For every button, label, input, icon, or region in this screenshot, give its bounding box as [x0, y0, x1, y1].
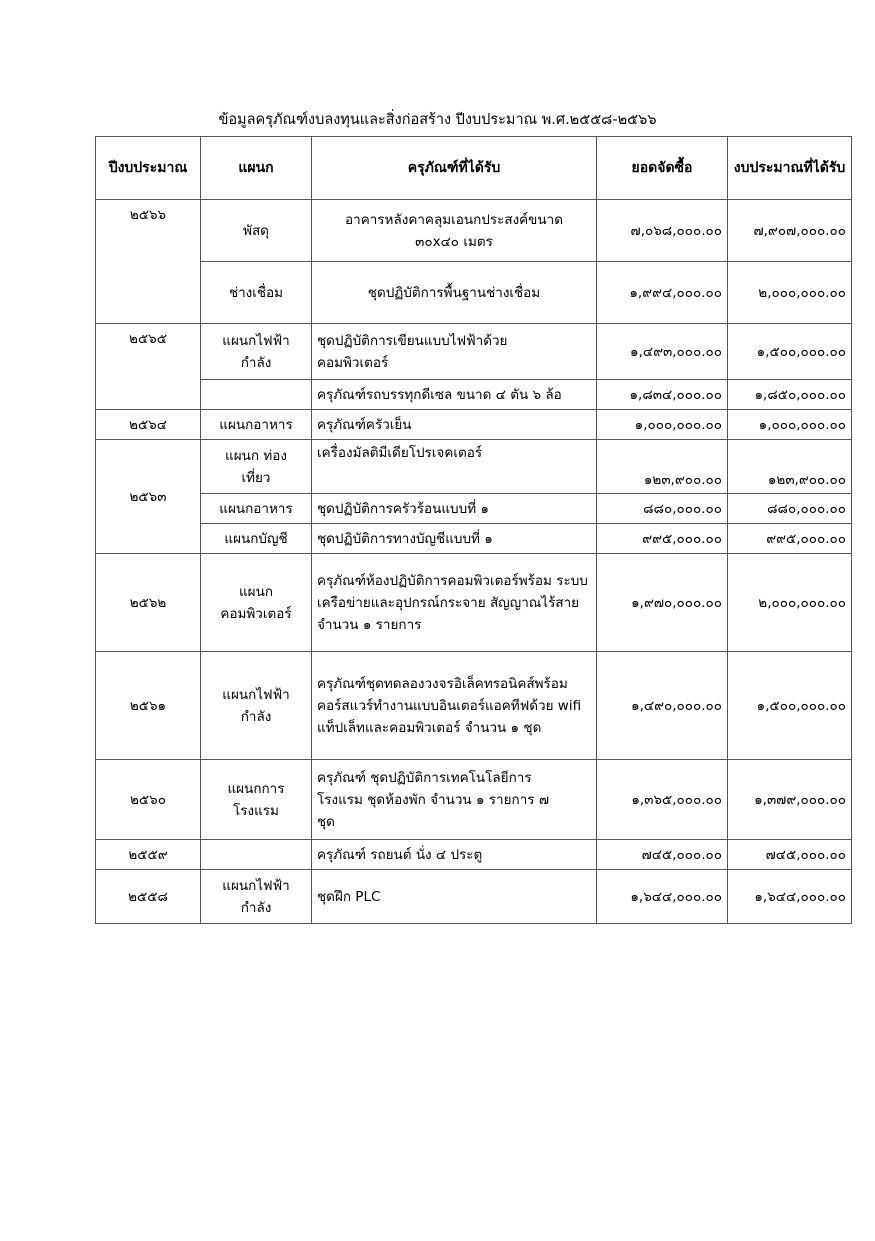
item-cell: ครุภัณฑ์ครัวเย็น [312, 410, 597, 440]
department-cell: พัสดุ [201, 200, 312, 262]
purchase-cell: ๑,๖๔๔,๐๐๐.๐๐ [597, 870, 728, 924]
year-cell: ๒๕๖๕ [96, 324, 201, 410]
item-cell: ครุภัณฑ์ห้องปฏิบัติการคอมพิวเตอร์พร้อม ระบบเครือข่ายและอุปกรณ์กระจาย สัญญาณไร้สาย จำนวน ๑ รายการ [312, 554, 597, 652]
department-cell: แผนก ท่องเที่ยว [201, 440, 312, 494]
table-row [96, 494, 852, 524]
table-row [96, 840, 852, 870]
budget-cell: ๗๔๕,๐๐๐.๐๐ [728, 840, 852, 870]
year-cell: ๒๕๖๒ [96, 554, 201, 652]
department-cell: แผนกอาหาร [201, 410, 312, 440]
budget-cell: ๒,๐๐๐,๐๐๐.๐๐ [728, 262, 852, 324]
header-row [96, 137, 852, 200]
table-row [96, 870, 852, 924]
year-cell: ๒๕๖๓ [96, 440, 201, 554]
item-cell: ชุดปฏิบัติการครัวร้อนแบบที่ ๑ [312, 494, 597, 524]
table-row [96, 262, 852, 324]
item-cell: ครุภัณฑ์ ชุดปฏิบัติการเทคโนโลยีการ โรงแรม ชุดห้องพัก จำนวน ๑ รายการ ๗ ชุด [312, 760, 597, 840]
item-cell: อาคารหลังคาคลุมเอนกประสงค์ขนาด ๓๐x๔๐ เมตร [312, 200, 597, 262]
budget-cell: ๑,๕๐๐,๐๐๐.๐๐ [728, 324, 852, 380]
item-cell: ชุดปฏิบัติการเขียนแบบไฟฟ้าด้วย คอมพิวเตอร์ [312, 324, 597, 380]
item-cell: เครื่องมัลติมีเดียโปรเจคเตอร์ [312, 440, 597, 494]
table-row [96, 652, 852, 760]
item-cell: ครุภัณฑ์ รถยนต์ นั่ง ๔ ประตู [312, 840, 597, 870]
purchase-cell: ๙๙๕,๐๐๐.๐๐ [597, 524, 728, 554]
budget-cell: ๑,๐๐๐,๐๐๐.๐๐ [728, 410, 852, 440]
budget-cell: ๒,๐๐๐,๐๐๐.๐๐ [728, 554, 852, 652]
header-purchase: ยอดจัดซื้อ [597, 137, 728, 200]
item-cell: ชุดฝึก PLC [312, 870, 597, 924]
year-cell: ๒๕๕๘ [96, 870, 201, 924]
purchase-cell: ๑,๘๓๔,๐๐๐.๐๐ [597, 380, 728, 410]
budget-cell: ๑,๓๗๙,๐๐๐.๐๐ [728, 760, 852, 840]
table-row [96, 324, 852, 380]
table-row [96, 200, 852, 262]
department-cell [201, 380, 312, 410]
department-cell: แผนก คอมพิวเตอร์ [201, 554, 312, 652]
department-cell: แผนกการ โรงแรม [201, 760, 312, 840]
header-department: แผนก [201, 137, 312, 200]
department-cell: แผนกบัญชี [201, 524, 312, 554]
department-cell: แผนกอาหาร [201, 494, 312, 524]
year-cell: ๒๕๖๔ [96, 410, 201, 440]
purchase-cell: ๑,๙๗๐,๐๐๐.๐๐ [597, 554, 728, 652]
header-budget: งบประมาณที่ได้รับ [728, 137, 852, 200]
year-cell: ๒๕๖๑ [96, 652, 201, 760]
item-cell: ชุดปฏิบัติการพื้นฐานช่างเชื่อม [312, 262, 597, 324]
purchase-cell: ๗๔๕,๐๐๐.๐๐ [597, 840, 728, 870]
table-row [96, 440, 852, 494]
budget-cell: ๑,๖๔๔,๐๐๐.๐๐ [728, 870, 852, 924]
department-cell: แผนกไฟฟ้า กำลัง [201, 870, 312, 924]
budget-cell: ๙๙๕,๐๐๐.๐๐ [728, 524, 852, 554]
purchase-cell: ๑๒๓,๙๐๐.๐๐ [597, 440, 728, 494]
budget-cell: ๘๘๐,๐๐๐.๐๐ [728, 494, 852, 524]
table-row [96, 380, 852, 410]
table-row [96, 524, 852, 554]
table-row [96, 554, 852, 652]
header-year: ปีงบประมาณ [96, 137, 201, 200]
purchase-cell: ๑,๐๐๐,๐๐๐.๐๐ [597, 410, 728, 440]
document-title: ข้อมูลครุภัณฑ์งบลงทุนและสิ่งก่อสร้าง ปีงบประมาณ พ.ศ.๒๕๕๘-๒๕๖๖ [218, 112, 657, 128]
year-cell: ๒๕๕๙ [96, 840, 201, 870]
purchase-cell: ๑,๔๙๓,๐๐๐.๐๐ [597, 324, 728, 380]
item-cell: ครุภัณฑ์ชุดทดลองวงจรอิเล็คทรอนิคส์พร้อม คอร์สแวร์ทำงานแบบอินเตอร์แอคทีฟด้วย wifi แท็ปเล็ทและคอมพิวเตอร์ จำนวน ๑ ชุด [312, 652, 597, 760]
budget-cell: ๑๒๓,๙๐๐.๐๐ [728, 440, 852, 494]
table-row [96, 760, 852, 840]
purchase-cell: ๑,๔๙๐,๐๐๐.๐๐ [597, 652, 728, 760]
item-cell: ชุดปฏิบัติการทางบัญชีแบบที่ ๑ [312, 524, 597, 554]
budget-cell: ๗,๙๐๗,๐๐๐.๐๐ [728, 200, 852, 262]
budget-cell: ๑,๕๐๐,๐๐๐.๐๐ [728, 652, 852, 760]
department-cell: แผนกไฟฟ้า กำลัง [201, 324, 312, 380]
header-item: ครุภัณฑ์ที่ได้รับ [312, 137, 597, 200]
department-cell: แผนกไฟฟ้า กำลัง [201, 652, 312, 760]
department-cell [201, 840, 312, 870]
purchase-cell: ๑,๓๖๕,๐๐๐.๐๐ [597, 760, 728, 840]
year-cell: ๒๕๖๖ [96, 200, 201, 324]
item-cell: ครุภัณฑ์รถบรรทุกดีเซล ขนาด ๔ ตัน ๖ ล้อ [312, 380, 597, 410]
table-row [96, 410, 852, 440]
equipment-budget-table [95, 136, 852, 924]
purchase-cell: ๗,๐๖๘,๐๐๐.๐๐ [597, 200, 728, 262]
purchase-cell: ๘๘๐,๐๐๐.๐๐ [597, 494, 728, 524]
year-cell: ๒๕๖๐ [96, 760, 201, 840]
department-cell: ช่างเชื่อม [201, 262, 312, 324]
purchase-cell: ๑,๙๙๔,๐๐๐.๐๐ [597, 262, 728, 324]
budget-cell: ๑,๘๕๐,๐๐๐.๐๐ [728, 380, 852, 410]
